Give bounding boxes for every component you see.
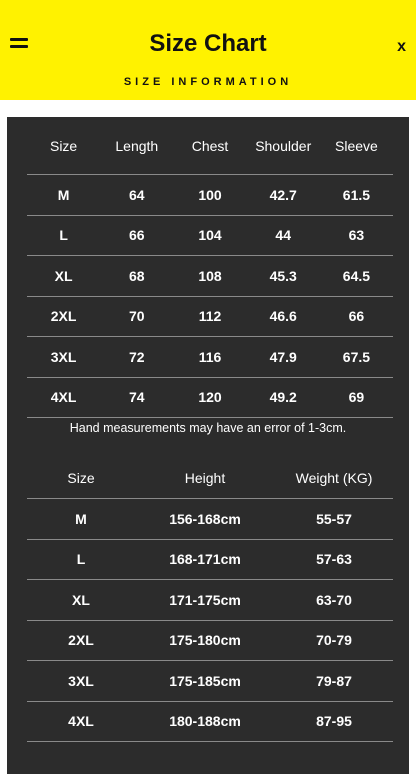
table-cell: 4XL	[50, 389, 77, 406]
table-cell: 63	[348, 227, 365, 244]
table-cell: M	[57, 186, 70, 203]
column-header: Shoulder	[255, 137, 312, 154]
table-cell: 3XL	[68, 672, 94, 689]
table-header-row	[27, 117, 393, 175]
table-cell: 2XL	[68, 632, 94, 649]
table-cell: 69	[348, 389, 365, 406]
table-cell: 57-63	[316, 551, 352, 568]
table-row	[27, 175, 393, 216]
column-header: Size	[67, 470, 95, 486]
table-cell: 3XL	[50, 348, 77, 365]
table-cell: 44	[275, 227, 291, 244]
size-fit-table	[27, 458, 393, 742]
table-row	[27, 216, 393, 257]
table-row	[27, 256, 393, 297]
table-cell: 180-188cm	[169, 713, 241, 730]
measurement-note: Hand measurements may have an error of 1-3cm.	[69, 421, 347, 435]
table-cell: 70-79	[316, 632, 352, 649]
table-cell: 175-180cm	[169, 632, 241, 649]
table-cell: 66	[129, 227, 145, 244]
table-cell: 171-175cm	[169, 591, 241, 608]
table-cell: 4XL	[68, 713, 94, 730]
column-header: Weight (KG)	[295, 470, 373, 486]
size-chart-panel	[7, 117, 409, 774]
table-cell: 42.7	[269, 186, 297, 203]
table-header-row	[27, 458, 393, 499]
table-cell: 66	[348, 308, 365, 325]
table-cell: 70	[129, 308, 145, 325]
table-row	[27, 661, 393, 702]
page-title: Size Chart	[149, 30, 267, 57]
table-row	[27, 580, 393, 621]
table-cell: 46.6	[269, 308, 297, 325]
table-cell: 104	[198, 227, 222, 244]
column-header: Length	[115, 137, 159, 154]
page-subtitle: SIZE INFORMATION	[123, 76, 293, 88]
column-header: Sleeve	[335, 137, 378, 154]
column-header: Size	[49, 137, 78, 154]
table-cell: L	[76, 551, 86, 568]
table-cell: 49.2	[269, 389, 297, 406]
table-row	[27, 702, 393, 743]
table-cell: 68	[129, 267, 145, 284]
table-cell: 74	[129, 389, 145, 406]
table-cell: 168-171cm	[169, 551, 241, 568]
size-measurement-table	[27, 117, 393, 418]
table-cell: 45.3	[269, 267, 297, 284]
table-cell: 64.5	[342, 267, 371, 284]
table-cell: XL	[72, 591, 90, 608]
table-row	[27, 378, 393, 419]
table-cell: 55-57	[316, 510, 352, 527]
table-cell: 108	[198, 267, 222, 284]
table-cell: 2XL	[50, 308, 77, 325]
table-cell: 47.9	[269, 348, 297, 365]
table-cell: 61.5	[342, 186, 371, 203]
table-cell: 72	[129, 348, 145, 365]
table-cell: M	[75, 510, 87, 527]
table-cell: 116	[198, 348, 222, 365]
table-row	[27, 297, 393, 338]
table-row	[27, 540, 393, 581]
table-cell: 112	[198, 308, 222, 325]
header	[0, 0, 416, 100]
table-row	[27, 337, 393, 378]
close-button[interactable]: x	[397, 38, 406, 55]
column-header: Chest	[191, 137, 229, 154]
table-row	[27, 499, 393, 540]
table-cell: 175-185cm	[169, 672, 241, 689]
table-cell: 87-95	[316, 713, 352, 730]
table-cell: XL	[54, 267, 73, 284]
table-row	[27, 621, 393, 662]
table-cell: 79-87	[316, 672, 352, 689]
table-cell: 67.5	[342, 348, 371, 365]
table-cell: 64	[129, 186, 145, 203]
table-cell: 120	[198, 389, 222, 406]
table-cell: 63-70	[316, 591, 352, 608]
table-cell: 156-168cm	[169, 510, 241, 527]
table-cell: L	[59, 227, 68, 244]
table-cell: 100	[198, 186, 222, 203]
column-header: Height	[184, 470, 226, 486]
